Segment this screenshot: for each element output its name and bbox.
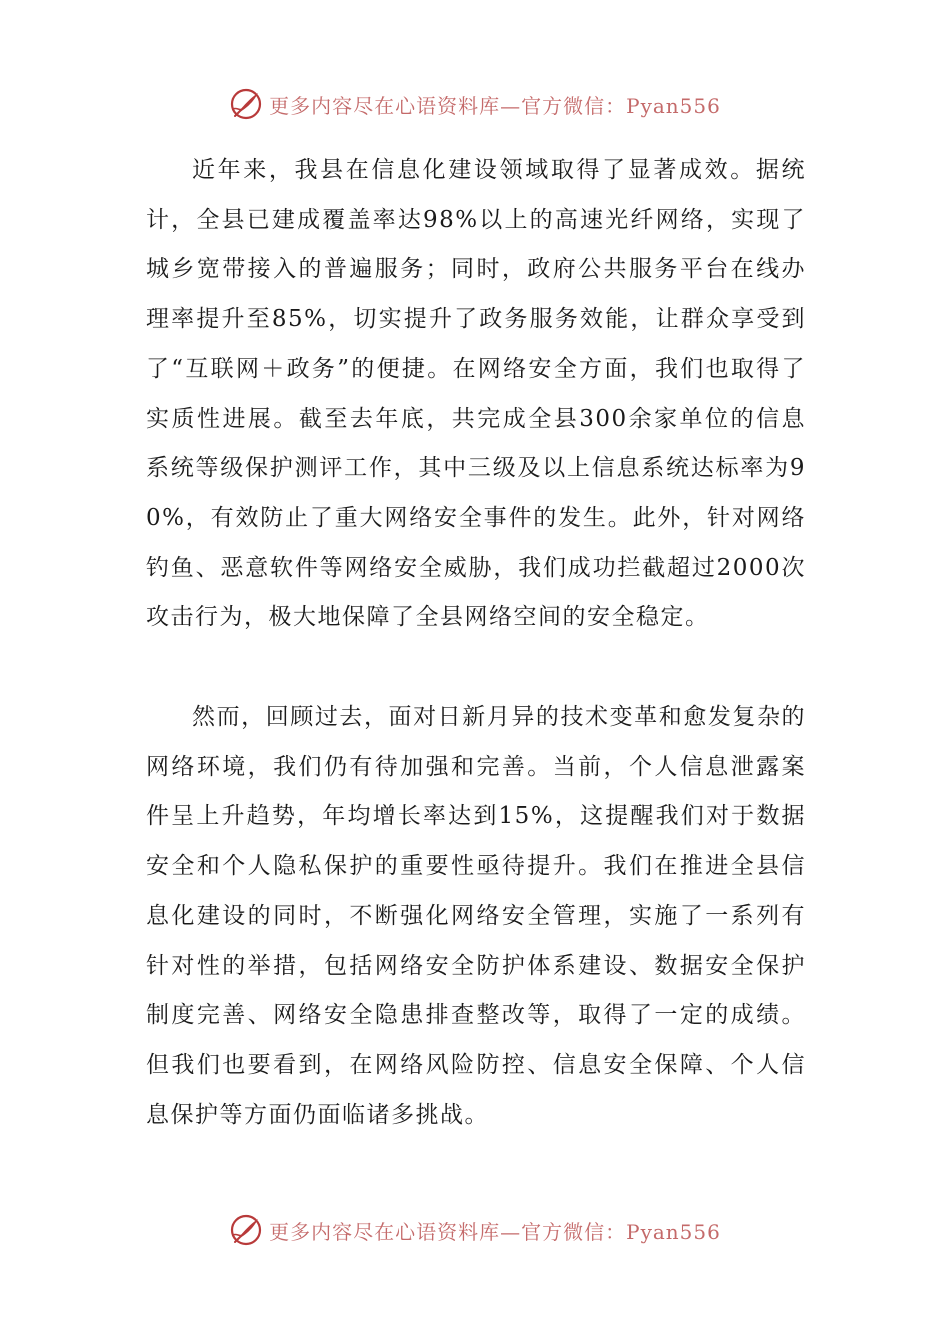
header-banner-text: 更多内容尽在心语资料库—官方微信：Pyan556: [269, 93, 721, 118]
paragraph-2: 然而，回顾过去，面对日新月异的技术变革和愈发复杂的网络环境，我们仍有待加强和完善。当前，个人信息泄露案件呈上升趋势，年均增长率达到15%，这提醒我们对于数据安全和个人隐私保护的重要性亟待提升。我们在推进全县信息化建设的同时，不断强化网络安全管理，实施了一系列有针对性的举措，包括网络安全防护体系建设、数据安全保护制度完善、网络安全隐患排查整改等，取得了一定的成绩。但我们也要看到，在网络风险防控、信息安全保障、个人信息保护等方面仍面临诸多挑战。: [146, 704, 806, 1128]
document-body: [146, 146, 806, 1140]
paragraph-1: 近年来，我县在信息化建设领域取得了显著成效。据统计，全县已建成覆盖率达98%以上的高速光纤网络，实现了城乡宽带接入的普遍服务；同时，政府公共服务平台在线办理率提升至85%，切实提升了政务服务效能，让群众享受到了“互联网＋政务”的便捷。在网络安全方面，我们也取得了实质性进展。截至去年底，共完成全县300余家单位的信息系统等级保护测评工作，其中三级及以上信息系统达标率为90%，有效防止了重大网络安全事件的发生。此外，针对网络钓鱼、恶意软件等网络安全威胁，我们成功拦截超过2000次攻击行为，极大地保障了全县网络空间的安全稳定。: [146, 157, 806, 631]
footer-banner-text: 更多内容尽在心语资料库—官方微信：Pyan556: [269, 1219, 721, 1244]
quill-pen-logo-icon: [229, 1213, 263, 1247]
quill-pen-logo-icon: [229, 87, 263, 121]
header-banner: [0, 84, 950, 124]
footer-banner: [0, 1210, 950, 1250]
